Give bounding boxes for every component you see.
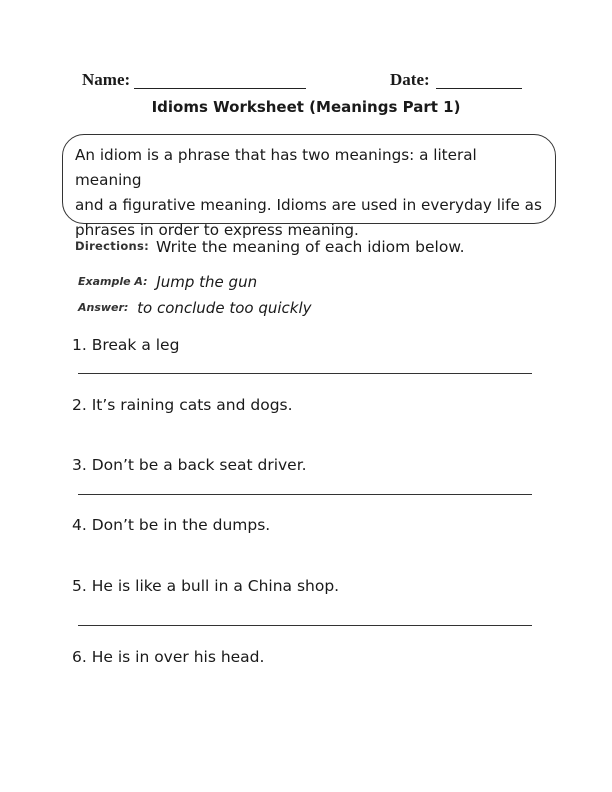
- example-label: Example A:: [78, 275, 148, 288]
- intro-box: [62, 134, 556, 239]
- intro-line: and a figurative meaning. Idioms are used in everyday life as: [75, 196, 542, 214]
- question-6: 6. He is in over his head.: [72, 648, 265, 666]
- example-answer: [78, 299, 312, 317]
- name-blank[interactable]: [134, 88, 306, 89]
- question-2: 2. It’s raining cats and dogs.: [72, 396, 293, 414]
- example-text: Jump the gun: [156, 273, 258, 291]
- directions-text: Write the meaning of each idiom below.: [155, 238, 465, 256]
- page-title: Idioms Worksheet (Meanings Part 1): [151, 98, 461, 116]
- name-label: Name:: [82, 70, 131, 89]
- question-4: 4. Don’t be in the dumps.: [72, 516, 271, 534]
- question-1: 1. Break a leg: [72, 336, 180, 354]
- example: [78, 273, 257, 291]
- date-blank[interactable]: [436, 88, 522, 89]
- directions-label: Directions:: [75, 239, 150, 253]
- answer-line-1[interactable]: [78, 373, 532, 374]
- intro-line: phrases in order to express meaning.: [75, 221, 359, 239]
- answer-line-5[interactable]: [78, 625, 532, 626]
- directions: [75, 238, 465, 256]
- header-row: [0, 70, 612, 94]
- answer-line-3[interactable]: [78, 494, 532, 495]
- answer-label: Answer:: [78, 301, 129, 314]
- question-3: 3. Don’t be a back seat driver.: [72, 456, 307, 474]
- intro-line: An idiom is a phrase that has two meanings: a literal meaning: [75, 146, 477, 189]
- answer-text: to conclude too quickly: [137, 299, 312, 317]
- question-5: 5. He is like a bull in a China shop.: [72, 577, 340, 595]
- date-label: Date:: [390, 70, 430, 89]
